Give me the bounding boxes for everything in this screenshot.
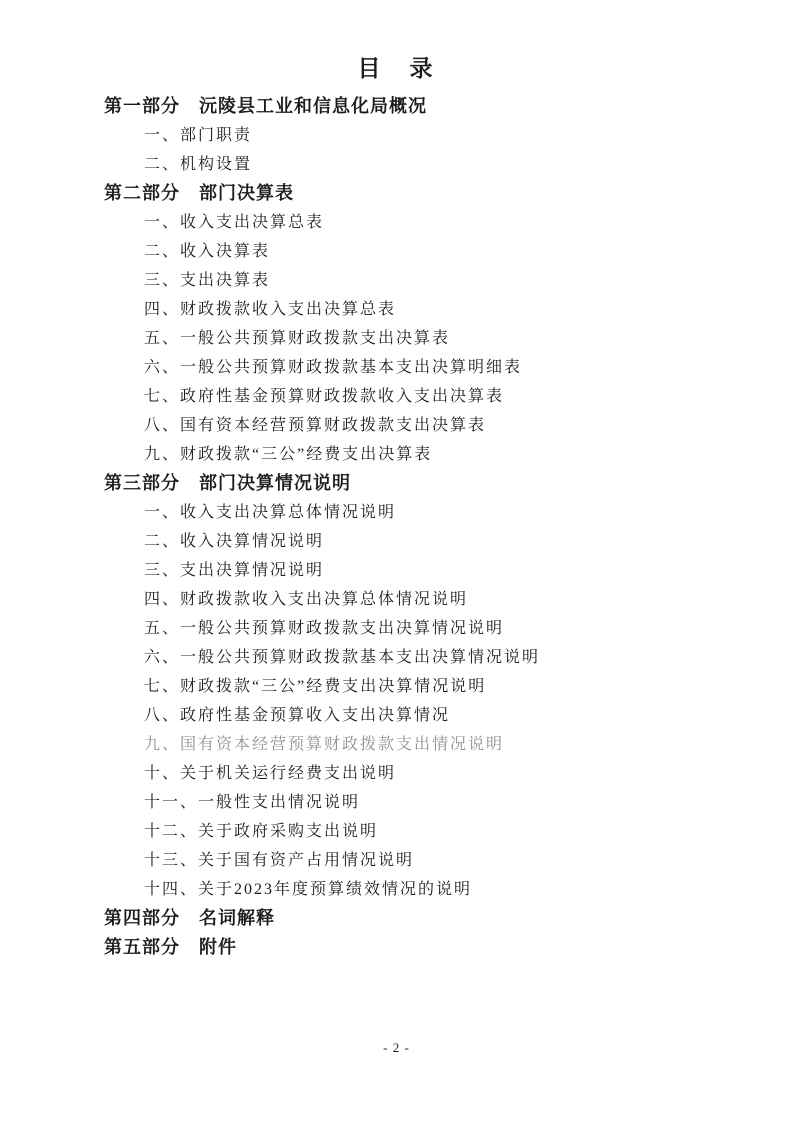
toc-item: 六、一般公共预算财政拨款基本支出决算明细表 (144, 359, 523, 376)
toc-item: 八、政府性基金预算收入支出决算情况 (144, 707, 451, 724)
toc-item: 一、收入支出决算总表 (144, 214, 325, 231)
toc-item: 四、财政拨款收入支出决算总表 (144, 301, 397, 318)
toc-section-2 (104, 179, 745, 469)
page-title: 目 录 (357, 56, 436, 81)
toc-item: 八、国有资本经营预算财政拨款支出决算表 (144, 417, 487, 434)
toc-item: 一、收入支出决算总体情况说明 (144, 504, 397, 521)
toc-item: 一、部门职责 (144, 127, 253, 144)
toc-item: 十三、关于国有资产占用情况说明 (144, 852, 415, 869)
toc-item: 二、收入决算情况说明 (144, 533, 325, 550)
toc-item: 三、支出决算情况说明 (144, 562, 325, 579)
toc-item: 五、一般公共预算财政拨款支出决算情况说明 (144, 620, 505, 637)
toc-item: 三、支出决算表 (144, 272, 271, 289)
toc-item: 六、一般公共预算财政拨款基本支出决算情况说明 (144, 649, 541, 666)
section-heading: 第五部分 附件 (104, 937, 237, 957)
toc-item: 十二、关于政府采购支出说明 (144, 823, 379, 840)
toc-item: 二、机构设置 (144, 156, 253, 173)
toc-item: 十、关于机关运行经费支出说明 (144, 765, 397, 782)
toc-item: 二、收入决算表 (144, 243, 271, 260)
section-heading: 第四部分 名词解释 (104, 908, 275, 928)
toc-item: 四、财政拨款收入支出决算总体情况说明 (144, 591, 469, 608)
section-heading: 第三部分 部门决算情况说明 (104, 473, 351, 493)
toc-item-muted: 九、国有资本经营预算财政拨款支出情况说明 (144, 736, 505, 753)
page-number: - 2 - (383, 1040, 410, 1055)
toc-item: 七、财政拨款“三公”经费支出决算情况说明 (144, 678, 487, 695)
toc-section-1 (104, 92, 745, 179)
section-heading: 第二部分 部门决算表 (104, 183, 294, 203)
section-heading: 第一部分 沅陵县工业和信息化局概况 (104, 96, 427, 116)
toc-item: 十四、关于2023年度预算绩效情况的说明 (144, 881, 473, 898)
toc-item: 五、一般公共预算财政拨款支出决算表 (144, 330, 451, 347)
toc-item: 十一、一般性支出情况说明 (144, 794, 361, 811)
toc-section-4 (104, 904, 745, 933)
toc-item: 七、政府性基金预算财政拨款收入支出决算表 (144, 388, 505, 405)
toc-section-3 (104, 469, 745, 904)
toc-item: 九、财政拨款“三公”经费支出决算表 (144, 446, 433, 463)
toc-section-5 (104, 933, 745, 962)
toc-content (104, 92, 745, 962)
